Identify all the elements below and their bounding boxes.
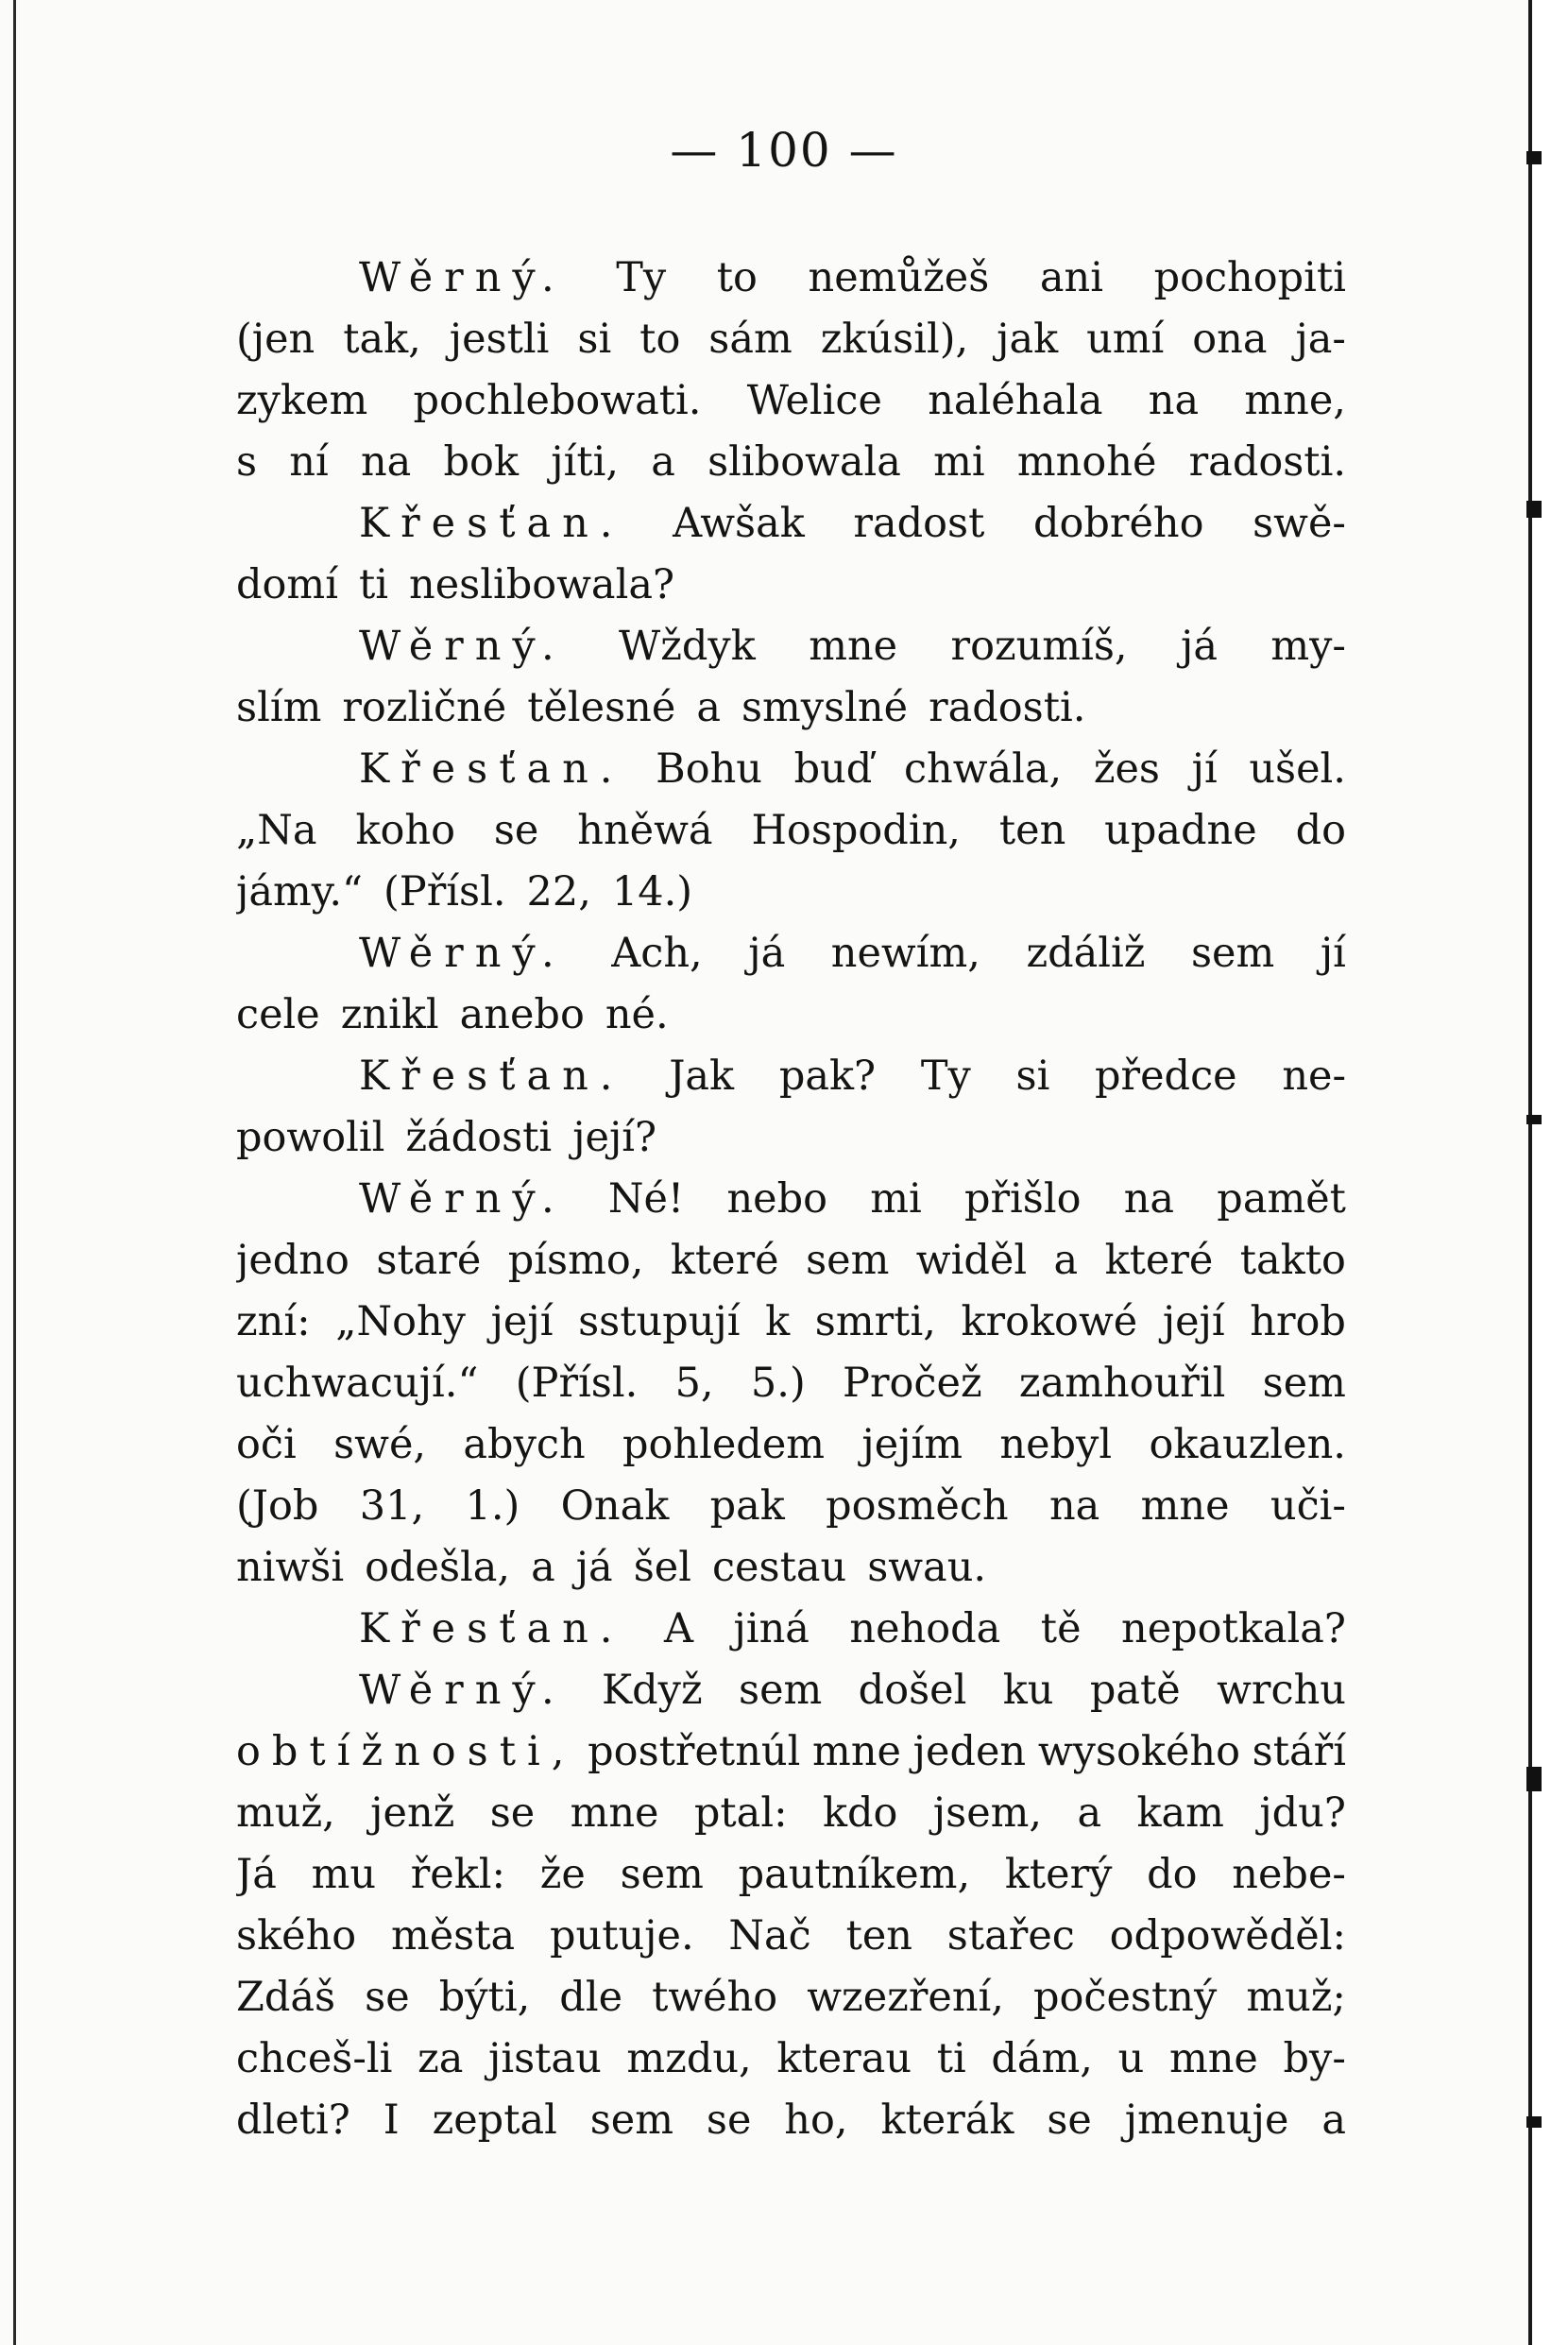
word: mne <box>809 623 898 670</box>
word: jedno <box>236 1237 349 1284</box>
word: jí <box>1320 930 1346 977</box>
word: rozličné <box>342 684 507 731</box>
text-line <box>236 1906 1346 1967</box>
text-line <box>236 1660 1346 1721</box>
text-line <box>236 555 1346 616</box>
word: ku <box>1002 1667 1054 1714</box>
text-line <box>236 1107 1346 1169</box>
text-line <box>236 862 1346 923</box>
speaker-name: Křesťan. <box>359 500 624 547</box>
word: který <box>1004 1851 1113 1898</box>
word: neslibowala? <box>409 561 675 608</box>
word: na <box>1048 1482 1100 1530</box>
word: umí <box>1086 316 1165 363</box>
word: hrob <box>1250 1298 1346 1345</box>
word: její <box>490 1298 554 1345</box>
word: Ty <box>920 1053 971 1100</box>
word: twého <box>652 1974 778 2021</box>
word: naléhala <box>928 377 1103 424</box>
word: zeptal <box>432 2097 557 2144</box>
word: s <box>236 438 258 486</box>
word: by- <box>1283 2035 1346 2082</box>
word: zamhouřil <box>1018 1360 1226 1407</box>
word: staré <box>376 1237 482 1284</box>
word: I <box>383 2097 400 2144</box>
word: powolil <box>236 1114 385 1161</box>
word: muž; <box>1246 1974 1346 2021</box>
word: odešla, <box>365 1544 511 1591</box>
word: se <box>365 1974 410 2021</box>
word: písmo, <box>507 1237 644 1284</box>
word: postřetnúl <box>588 1728 801 1775</box>
word: ti <box>936 2035 966 2082</box>
word: to <box>716 254 758 301</box>
word: Pročež <box>843 1360 982 1407</box>
word: se <box>706 2097 752 2144</box>
word: sem <box>1262 1360 1346 1407</box>
text-line <box>236 1721 1346 1783</box>
word: Nač <box>728 1912 811 1960</box>
word: na <box>360 438 412 486</box>
speaker-name: Křesťan. <box>359 1605 624 1652</box>
word: do <box>1295 807 1346 854</box>
word: zkúsil), <box>820 316 969 363</box>
text-line <box>236 1230 1346 1292</box>
word: 31, <box>359 1482 425 1530</box>
word: ní <box>289 438 329 486</box>
word: sem <box>620 1851 704 1898</box>
word: krokowé <box>961 1298 1138 1345</box>
word: ušel. <box>1249 745 1346 793</box>
word: se <box>489 1789 536 1837</box>
word: né. <box>605 991 669 1038</box>
word: radost <box>853 500 985 547</box>
word: že <box>539 1851 586 1898</box>
word: dám, <box>991 2035 1093 2082</box>
word: muž, <box>236 1789 335 1837</box>
word: žádosti <box>405 1114 553 1161</box>
word: já <box>748 930 786 977</box>
word: pautníkem, <box>738 1851 971 1898</box>
word: wzezření, <box>807 1974 1004 2021</box>
word: rozumíš, <box>950 623 1128 670</box>
word: chwála, <box>903 745 1063 793</box>
text-line <box>236 1292 1346 1353</box>
word: (jen <box>236 316 315 363</box>
word: ten <box>845 1912 912 1960</box>
word: jeden <box>912 1728 1027 1775</box>
word: 5.) <box>750 1360 806 1407</box>
page-left-edge <box>13 0 16 2345</box>
binding-mark <box>1526 1115 1542 1124</box>
word: ani <box>1039 254 1103 301</box>
word: kterau <box>776 2035 912 2082</box>
word: upadne <box>1104 807 1257 854</box>
word: stáří <box>1252 1728 1346 1775</box>
word: já <box>575 1544 613 1591</box>
word: pak <box>709 1482 785 1530</box>
word: swě- <box>1253 500 1346 547</box>
word: ti <box>358 561 388 608</box>
word: radosti. <box>1188 438 1346 486</box>
word: newím, <box>830 930 980 977</box>
text-line <box>236 1783 1346 1844</box>
word: nepotkala? <box>1121 1605 1346 1652</box>
body-text <box>236 248 1346 2151</box>
word: uči- <box>1270 1482 1346 1530</box>
word: jistau <box>488 2035 602 2082</box>
word: za <box>418 2035 464 2082</box>
word: tak, <box>343 316 421 363</box>
word: pochlebowati. <box>413 377 702 424</box>
text-line <box>236 309 1346 370</box>
text-line <box>236 1537 1346 1599</box>
word: přišlo <box>963 1175 1082 1223</box>
word: jejím <box>861 1421 963 1468</box>
word: tě <box>1040 1605 1082 1652</box>
word: my- <box>1270 623 1346 670</box>
word: posměch <box>826 1482 1009 1530</box>
word: sem <box>1190 930 1275 977</box>
word: šel <box>633 1544 691 1591</box>
word: dle <box>559 1974 623 2021</box>
word: došel <box>858 1667 967 1714</box>
word: sem <box>739 1667 823 1714</box>
word: A <box>663 1605 694 1652</box>
text-line <box>236 1046 1346 1107</box>
word: niwši <box>236 1544 345 1591</box>
binding-mark <box>1526 2116 1542 2128</box>
speaker-name: Wěrný. <box>359 1175 566 1223</box>
word: oči <box>236 1421 297 1468</box>
text-line <box>236 1967 1346 2028</box>
word: jenž <box>370 1789 455 1837</box>
word: slibowala <box>707 438 901 486</box>
word: žes <box>1093 745 1160 793</box>
word: uchwacují.“ <box>236 1360 479 1407</box>
text-line <box>236 493 1346 555</box>
word: takto <box>1239 1237 1346 1284</box>
word: pohledem <box>622 1421 826 1468</box>
word: a <box>1077 1789 1102 1837</box>
word: zní: <box>236 1298 311 1345</box>
page-number: — 100 — <box>670 123 898 178</box>
word: Zdáš <box>236 1974 336 2021</box>
word: wysokého <box>1037 1728 1240 1775</box>
text-line <box>236 248 1346 309</box>
word: a <box>1321 2097 1346 2144</box>
word: Welice <box>746 377 882 424</box>
speaker-name: Wěrný. <box>359 623 566 670</box>
word: její? <box>572 1114 657 1161</box>
word: nebe- <box>1232 1851 1346 1898</box>
word: zykem <box>236 377 368 424</box>
word: kterák <box>880 2097 1014 2144</box>
word: (Job <box>236 1482 319 1530</box>
word: swé, <box>333 1421 427 1468</box>
word: 5, <box>674 1360 714 1407</box>
text-line <box>236 739 1346 800</box>
word: předce <box>1095 1053 1237 1100</box>
speaker-name: Křesťan. <box>359 1053 624 1100</box>
word: Né! <box>607 1175 685 1223</box>
text-line <box>236 923 1346 984</box>
word: „Na <box>236 807 317 854</box>
word: putuje. <box>549 1912 694 1960</box>
text-line <box>236 2028 1346 2090</box>
word: dobrého <box>1032 500 1204 547</box>
word: 1.) <box>465 1482 520 1530</box>
word: pak? <box>778 1053 877 1100</box>
word: cele <box>236 991 320 1038</box>
word: si <box>1015 1053 1050 1100</box>
word: anebo <box>459 991 585 1038</box>
word: jmenuje <box>1124 2097 1289 2144</box>
word: ského <box>236 1912 357 1960</box>
word: domí <box>236 561 338 608</box>
word: smyslné <box>741 684 909 731</box>
word: smrti, <box>814 1298 936 1345</box>
text-line <box>236 370 1346 432</box>
word: ja- <box>1295 316 1346 363</box>
text-line <box>236 2090 1346 2151</box>
word: stařec <box>946 1912 1075 1960</box>
word: mnohé <box>1016 438 1157 486</box>
word: tělesné <box>527 684 676 731</box>
word: mi <box>870 1175 922 1223</box>
word: sem <box>806 1237 890 1284</box>
word: Ty <box>616 254 667 301</box>
text-line <box>236 800 1346 862</box>
word: to <box>639 316 681 363</box>
text-line <box>236 984 1346 1046</box>
word: ten <box>998 807 1066 854</box>
binding-mark <box>1526 501 1542 518</box>
word: které <box>1104 1237 1214 1284</box>
word: cestau <box>711 1544 847 1591</box>
word: jestli <box>449 316 550 363</box>
word: na <box>1123 1175 1175 1223</box>
word: k <box>765 1298 791 1345</box>
text-line <box>236 616 1346 677</box>
word: slím <box>236 684 322 731</box>
text-line <box>236 1844 1346 1906</box>
word: zdáliž <box>1026 930 1146 977</box>
word: znikl <box>340 991 439 1038</box>
word: jak <box>997 316 1059 363</box>
word: její <box>1162 1298 1225 1345</box>
word: pochopiti <box>1153 254 1346 301</box>
word: počestný <box>1032 1974 1218 2021</box>
word: jí <box>1191 745 1218 793</box>
word: chceš-li <box>236 2035 393 2082</box>
word: koho <box>355 807 455 854</box>
word: řekl: <box>410 1851 506 1898</box>
word: (Přísl. <box>383 868 506 916</box>
binding-mark <box>1526 1767 1542 1791</box>
word: sám <box>708 316 793 363</box>
word: 14.) <box>611 868 693 916</box>
speaker-name: Křesťan. <box>359 745 624 793</box>
word: Wždyk <box>619 623 756 670</box>
word: (Přísl. <box>515 1360 639 1407</box>
word: do <box>1147 1851 1198 1898</box>
word: nebyl <box>999 1421 1113 1468</box>
text-line <box>236 1599 1346 1660</box>
word: nehoda <box>849 1605 1001 1652</box>
word: widěl <box>915 1237 1028 1284</box>
word: Když <box>602 1667 703 1714</box>
word: nemůžeš <box>808 254 990 301</box>
word: Hospodin, <box>751 807 961 854</box>
word: mu <box>311 1851 377 1898</box>
word: Bohu <box>656 745 762 793</box>
word: Já <box>236 1851 277 1898</box>
speaker-name: Wěrný. <box>359 254 566 301</box>
word: ne- <box>1282 1053 1346 1100</box>
word: mne <box>812 1728 901 1775</box>
word: odpowěděl: <box>1109 1912 1346 1960</box>
word: a <box>531 1544 555 1591</box>
word: nebo <box>726 1175 827 1223</box>
word: se <box>493 807 539 854</box>
text-line <box>236 1169 1346 1230</box>
word: jiná <box>733 1605 810 1652</box>
speaker-name: Wěrný. <box>359 930 566 977</box>
word: býti, <box>438 1974 531 2021</box>
binding-mark <box>1526 151 1542 164</box>
word: mne <box>570 1789 659 1837</box>
word: okauzlen. <box>1149 1421 1346 1468</box>
word: patě <box>1089 1667 1181 1714</box>
word: 22, <box>526 868 591 916</box>
word: si <box>577 316 612 363</box>
word: města <box>390 1912 516 1960</box>
binding-edge <box>1528 0 1568 2345</box>
word: ptal: <box>693 1789 788 1837</box>
word: ona <box>1192 316 1268 363</box>
word: kam <box>1136 1789 1224 1837</box>
word: mi <box>933 438 985 486</box>
word: hněwá <box>577 807 713 854</box>
word: u <box>1117 2035 1145 2082</box>
text-line <box>236 677 1346 739</box>
word: a <box>651 438 675 486</box>
word: Ach, <box>611 930 703 977</box>
word: „Nohy <box>335 1298 466 1345</box>
word: sstupují <box>578 1298 741 1345</box>
word: Onak <box>560 1482 670 1530</box>
word: pamět <box>1217 1175 1346 1223</box>
word: mne <box>1168 2035 1258 2082</box>
word: já <box>1180 623 1218 670</box>
word: se <box>1047 2097 1092 2144</box>
word: buď <box>793 745 873 793</box>
word: radosti. <box>929 684 1086 731</box>
word: jdu? <box>1259 1789 1346 1837</box>
word: a <box>1053 1237 1079 1284</box>
word: swau. <box>867 1544 987 1591</box>
speaker-name: Wěrný. <box>359 1667 566 1714</box>
word: ho, <box>784 2097 848 2144</box>
word: Awšak <box>673 500 805 547</box>
text-line <box>236 1414 1346 1476</box>
word: obtížnosti, <box>236 1728 576 1775</box>
text-line <box>236 432 1346 493</box>
word: jíti, <box>551 438 620 486</box>
word: sem <box>589 2097 674 2144</box>
word: Jak <box>669 1053 735 1100</box>
word: bok <box>443 438 520 486</box>
word: mzdu, <box>626 2035 752 2082</box>
word: jámy.“ <box>236 868 363 916</box>
word: dleti? <box>236 2097 350 2144</box>
word: mne <box>1140 1482 1230 1530</box>
word: jsem, <box>932 1789 1043 1837</box>
word: na <box>1148 377 1200 424</box>
word: wrchu <box>1217 1667 1346 1714</box>
word: mne, <box>1244 377 1346 424</box>
text-line <box>236 1476 1346 1537</box>
word: které <box>670 1237 779 1284</box>
text-line <box>236 1353 1346 1414</box>
word: a <box>696 684 721 731</box>
word: abych <box>463 1421 586 1468</box>
word: kdo <box>822 1789 898 1837</box>
